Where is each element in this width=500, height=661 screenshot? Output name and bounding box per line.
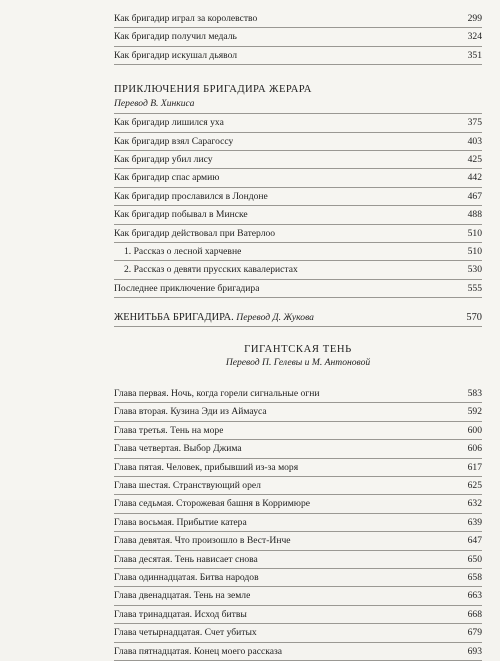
toc-entry-page: 668	[467, 608, 482, 620]
toc-entry-page: 617	[467, 461, 482, 473]
toc-entry-title: Как бригадир играл за королевство	[114, 13, 258, 24]
toc-entry-title: Как бригадир искушал дьявол	[114, 49, 238, 61]
toc-entry-title: Глава третья. Тень на море	[114, 424, 224, 436]
toc-row	[114, 188, 482, 206]
toc-row	[114, 114, 482, 132]
toc-entry-title: Глава одиннадцатая. Битва народов	[114, 571, 259, 583]
toc-row	[114, 477, 482, 495]
toc-entry-page: 583	[467, 388, 482, 400]
toc-entry-title: 1. Рассказ о лесной харчевне	[124, 245, 242, 257]
toc-row	[114, 495, 482, 513]
toc-column	[114, 10, 482, 661]
toc-row	[114, 532, 482, 550]
toc-entry-page: 600	[467, 424, 482, 436]
toc-subrow	[114, 261, 482, 279]
toc-row	[114, 169, 482, 187]
toc-entry-page: 650	[467, 553, 482, 565]
toc-entry-title: Как бригадир прославился в Лондоне	[114, 190, 268, 202]
toc-entry-page: 625	[467, 480, 482, 492]
toc-row	[114, 422, 482, 440]
toc-entry-title: Глава девятая. Что произошло в Вест-Инче	[114, 535, 291, 547]
toc-row	[114, 225, 482, 243]
toc-entry-page: 425	[467, 153, 482, 165]
toc-entry-page: 663	[467, 590, 482, 602]
toc-row	[114, 28, 482, 46]
toc-entry-title: Глава двенадцатая. Тень на земле	[114, 590, 251, 602]
toc-entry-page: 570	[466, 312, 482, 324]
toc-entry-title: Как бригадир лишился уха	[114, 117, 224, 129]
section3-rows	[114, 385, 482, 661]
toc-entry-page: 510	[467, 245, 482, 257]
toc-entry-title: Глава четырнадцатая. Счет убитых	[114, 627, 257, 639]
toc-entry-title: Глава четвертая. Выбор Джима	[114, 443, 242, 455]
toc-row	[114, 551, 482, 569]
toc-entry-title: Последнее приключение бригадира	[114, 282, 260, 294]
toc-row	[114, 587, 482, 605]
translator-line: Перевод П. Гелевы и М. Антоновой	[225, 357, 371, 369]
toc-row	[114, 624, 482, 642]
toc-row	[114, 47, 482, 65]
toc-entry-page: 299	[467, 13, 482, 24]
section-title: ЖЕНИТЬБА БРИГАДИРА.	[114, 312, 234, 324]
toc-row	[114, 280, 482, 298]
toc-row	[114, 206, 482, 224]
toc-entry-page: 647	[467, 535, 482, 547]
section-translator: Перевод В. Хинкиса	[114, 97, 482, 114]
toc-entry-page: 488	[467, 209, 482, 221]
toc-entry-title: Глава вторая. Кузина Эди из Аймауса	[114, 406, 267, 418]
toc-entry-page: 467	[467, 190, 482, 202]
toc-row	[114, 385, 482, 403]
toc-entry-page: 324	[467, 31, 482, 43]
toc-entry-title: Как бригадир действовал при Ватерлоо	[114, 227, 276, 239]
toc-subrow	[114, 243, 482, 261]
toc-entry-title: Как бригадир взял Сарагоссу	[114, 135, 234, 147]
toc-entry-title: Глава шестая. Странствующий орел	[114, 480, 261, 492]
toc-row	[114, 403, 482, 421]
toc-entry-title: Глава тринадцатая. Исход битвы	[114, 608, 247, 620]
toc-row	[114, 606, 482, 624]
toc-row	[114, 10, 482, 28]
toc-entry-page: 658	[467, 571, 482, 583]
toc-entry-page: 555	[467, 282, 482, 294]
section-title: ПРИКЛЮЧЕНИЯ БРИГАДИРА ЖЕРАРА	[114, 84, 312, 96]
top-rows	[114, 10, 482, 65]
toc-entry-page: 679	[467, 627, 482, 639]
toc-entry-page: 510	[467, 227, 482, 239]
toc-entry-title: Как бригадир побывал в Минске	[114, 209, 248, 221]
section-translator: Перевод Д. Жукова	[236, 312, 314, 324]
toc-entry-title: Глава восьмая. Прибытие катера	[114, 516, 247, 528]
toc-row	[114, 133, 482, 151]
toc-entry-title: Глава первая. Ночь, когда горели сигнальные огни	[114, 388, 320, 400]
toc-entry-page: 606	[467, 443, 482, 455]
section-translator	[114, 356, 482, 385]
toc-entry-title: Как бригадир получил медаль	[114, 31, 237, 43]
toc-entry-page: 639	[467, 516, 482, 528]
toc-entry-page: 403	[467, 135, 482, 147]
toc-entry-page: 693	[467, 645, 482, 657]
toc-row	[114, 643, 482, 661]
toc-entry-title: Глава пятнадцатая. Конец моего рассказа	[114, 645, 283, 657]
toc-entry-title: Как бригадир спас армию	[114, 172, 220, 184]
toc-entry-page: 530	[467, 264, 482, 276]
section2-row	[114, 310, 482, 327]
toc-entry-title: 2. Рассказ о девяти прусских кавалеристах	[124, 264, 298, 276]
toc-entry-title: Как бригадир убил лису	[114, 153, 213, 165]
toc-entry-page: 592	[467, 406, 482, 418]
toc-row	[114, 569, 482, 587]
toc-row	[114, 151, 482, 169]
section1-rows	[114, 114, 482, 298]
toc-entry-title: Глава пятая. Человек, прибывший из-за моря	[114, 461, 299, 473]
section-title: ГИГАНТСКАЯ ТЕНЬ	[244, 344, 352, 356]
toc-entry-page: 632	[467, 498, 482, 510]
toc-entry-title: Глава десятая. Тень нависает снова	[114, 553, 258, 565]
toc-row	[114, 514, 482, 532]
toc-entry-page: 442	[467, 172, 482, 184]
toc-row	[114, 459, 482, 477]
toc-entry-page: 351	[467, 49, 482, 61]
toc-entry-page: 375	[467, 117, 482, 129]
toc-row	[114, 440, 482, 458]
toc-entry-title: Глава седьмая. Сторожевая башня в Корримюре	[114, 498, 311, 510]
